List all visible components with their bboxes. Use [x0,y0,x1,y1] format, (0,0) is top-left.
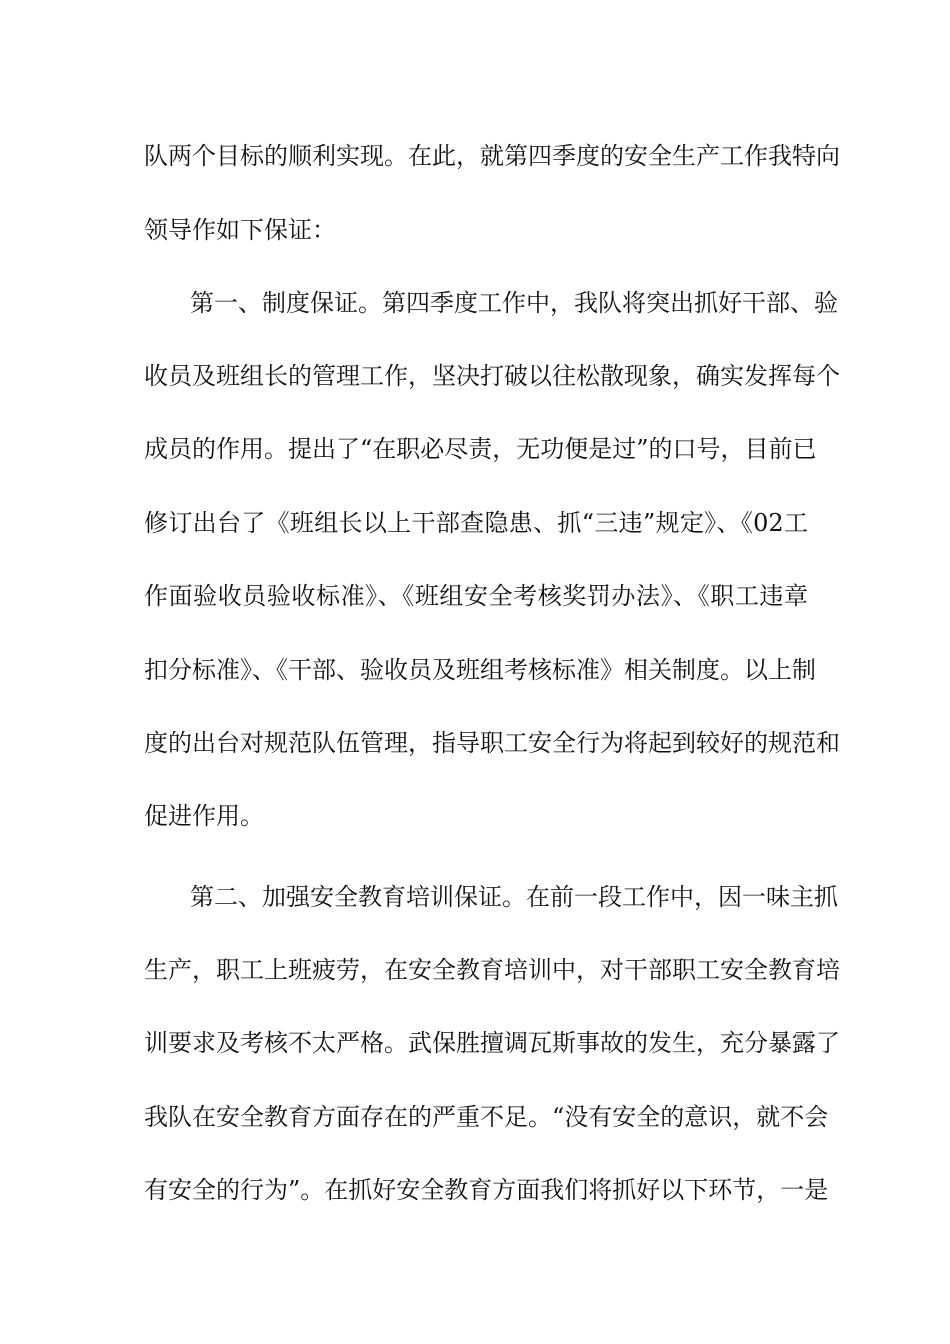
text-line: 作面验收员验收标准》、《班组安全考核奖罚办法》、《职工违章 [144,582,808,610]
text-line: 领导作如下保证： [144,216,336,244]
text-line: 扣分标准》、《干部、验收员及班组考核标准》相关制度。以上制 [144,656,816,684]
text-line: 生产，职工上班疲劳，在安全教育培训中，对干部职工安全教育培 [144,956,840,984]
text-line: 我队在安全教育方面存在的严重不足。“没有安全的意识，就不会 [144,1103,829,1131]
text-line: 修订出台了《班组长以上干部查隐患、抓“三违”规定》、《02工 [144,509,808,537]
text-line: 成员的作用。提出了“在职必尽责，无功便是过”的口号，目前已 [144,435,817,463]
paragraph-start-line: 第二、加强安全教育培训保证。在前一段工作中，因一味主抓 [190,883,838,911]
paragraph-start-line: 第一、制度保证。第四季度工作中，我队将突出抓好干部、验 [190,289,838,317]
text-line: 促进作用。 [144,802,264,830]
text-line: 队两个目标的顺利实现。在此，就第四季度的安全生产工作我特向 [144,142,840,170]
text-line: 训要求及考核不太严格。武保胜擅调瓦斯事故的发生，充分暴露了 [144,1029,840,1057]
text-line: 有安全的行为”。在抓好安全教育方面我们将抓好以下环节，一是 [144,1176,829,1204]
text-line: 收员及班组长的管理工作，坚决打破以往松散现象，确实发挥每个 [144,362,840,390]
text-line: 度的出台对规范队伍管理，指导职工安全行为将起到较好的规范和 [144,729,840,757]
